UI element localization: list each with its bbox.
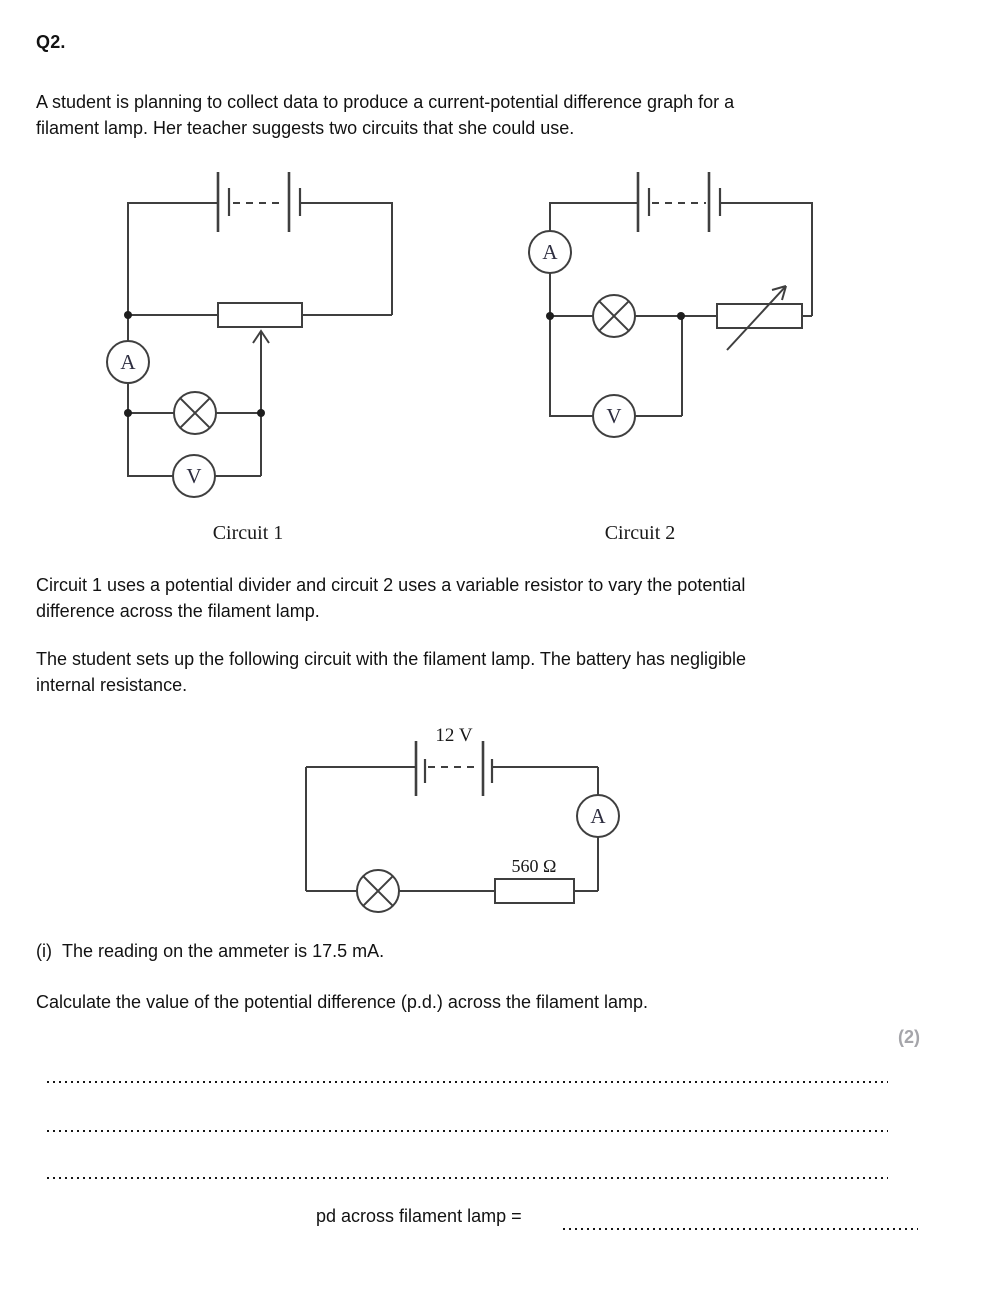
intro-line-2: filament lamp. Her teacher suggests two circuits that she could use.	[36, 118, 575, 138]
part-i-statement	[36, 941, 384, 962]
setup-line-1: The student sets up the following circuit with the filament lamp. The battery has negligible	[36, 649, 747, 669]
circuit1-potential-divider-icon	[218, 303, 302, 327]
circuit1-ammeter-letter: A	[120, 350, 136, 374]
circuit3-battery-voltage-label: 12 V	[435, 725, 473, 746]
circuit2-lamp-icon	[593, 295, 635, 337]
circuit3-resistor-icon	[495, 879, 574, 903]
circuit1-junction-dot	[124, 409, 132, 417]
answer-rule-line	[47, 1130, 888, 1132]
answer-rule-line	[47, 1081, 888, 1083]
circuit3-resistor-value-label: 560 Ω	[511, 856, 557, 876]
intro-paragraph	[36, 89, 734, 141]
circuits-explain-line-2: difference across the filament lamp.	[36, 601, 320, 621]
circuit2-ammeter-letter: A	[542, 240, 558, 264]
calculate-instruction: Calculate the value of the potential difference (p.d.) across the filament lamp.	[36, 992, 649, 1012]
circuit2-ammeter-icon	[529, 231, 571, 273]
circuit1-battery-icon	[218, 172, 300, 232]
setup-paragraph	[36, 646, 746, 698]
circuit1-caption: Circuit 1	[212, 522, 284, 544]
circuit3-diagram	[286, 716, 620, 924]
marks-badge: (2)	[898, 1027, 920, 1047]
circuit1-voltmeter-icon	[173, 455, 215, 497]
circuit1-diagram	[100, 166, 412, 548]
intro-line-1: A student is planning to collect data to produce a current-potential difference graph for a	[36, 92, 735, 112]
answer-label: pd across filament lamp =	[316, 1206, 522, 1226]
circuit1-lamp-icon	[174, 392, 216, 434]
circuit2-battery-icon	[638, 172, 720, 232]
circuit2-caption: Circuit 2	[604, 522, 676, 544]
circuit1-wiper-arrow-icon	[253, 331, 269, 413]
circuit1-junction-dot	[124, 311, 132, 319]
circuit3-ammeter-icon	[577, 795, 619, 837]
circuit2-voltmeter-icon	[593, 395, 635, 437]
circuits-explain-line-1: Circuit 1 uses a potential divider and circuit 2 uses a variable resistor to vary the potential	[36, 575, 746, 595]
circuit3-ammeter-letter: A	[590, 804, 606, 828]
circuits-explain-paragraph	[36, 572, 745, 624]
answer-blank	[563, 1228, 918, 1230]
answer-rule-line	[47, 1177, 888, 1179]
part-i-text: The reading on the ammeter is 17.5 mA.	[62, 941, 385, 961]
setup-line-2: internal resistance.	[36, 675, 188, 695]
circuit2-junction-dot	[677, 312, 685, 320]
question-number: Q2.	[36, 32, 66, 52]
circuit1-voltmeter-letter: V	[186, 464, 202, 488]
circuit2-voltmeter-letter: V	[606, 404, 622, 428]
circuit3-battery-icon	[416, 741, 492, 796]
circuit2-diagram	[528, 166, 828, 548]
circuit1-ammeter-icon	[107, 341, 149, 383]
circuit1-junction-dot	[257, 409, 265, 417]
part-i-prefix: (i)	[36, 941, 52, 961]
circuit3-lamp-icon	[357, 870, 399, 912]
circuit2-junction-dot	[546, 312, 554, 320]
